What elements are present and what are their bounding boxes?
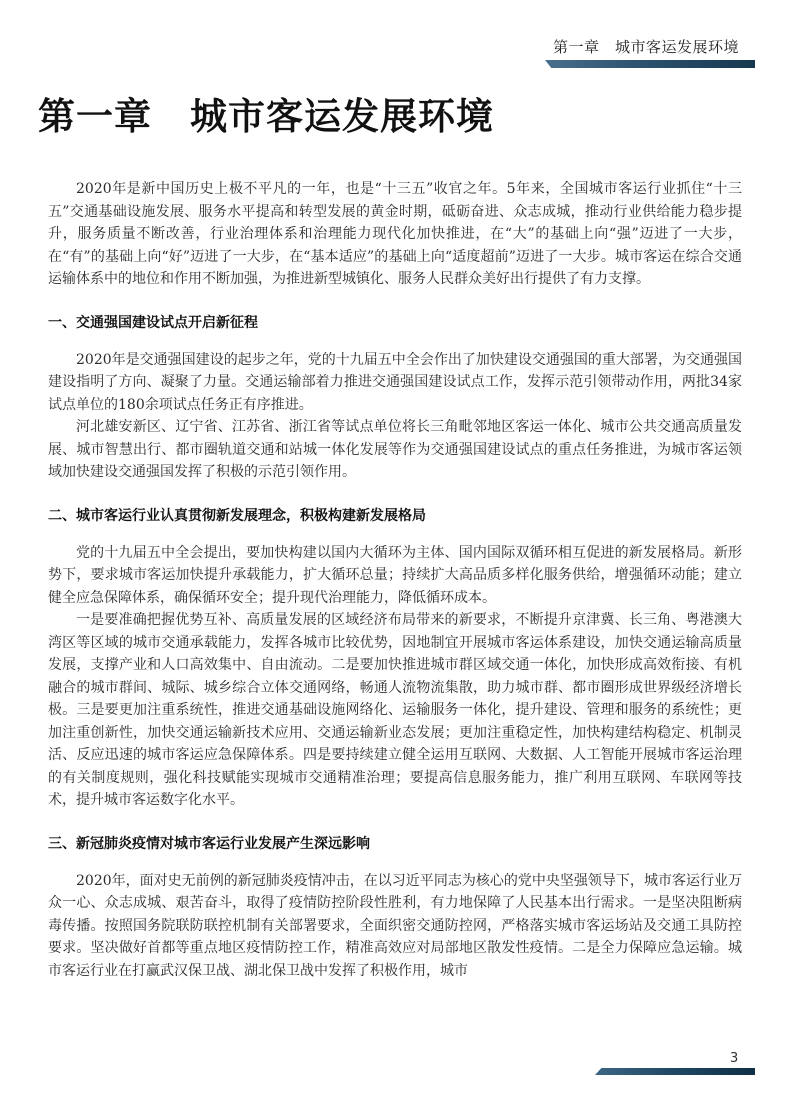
section-heading-3: 三、新冠肺炎疫情对城市客运行业发展产生深远影响	[48, 835, 370, 852]
section-2-paragraph: 党的十九届五中全会提出，要加快构建以国内大循环为主体、国内国际双循环相互促进的新发展格局。新形势下，要求城市客运加快提升承载能力，扩大循环总量；持续扩大高品质多样化服务供给，增强循环动能；建立健全应急保障体系，确保循环安全；提升现代治理能力，降低循环成本。	[48, 544, 742, 606]
page-number: 3	[730, 1051, 739, 1066]
intro-paragraph: 2020年是新中国历史上极不平凡的一年，也是“十三五”收官之年。5年来，全国城市客运行业抓住“十三五”交通基础设施发展、服务水平提高和转型发展的黄金时期，砥砺奋进、众志成城，推动行业供给能力稳步提升，服务质量不断改善，行业治理体系和治理能力现代化加快推进，在“大”的基础上向“强”迈进了一大步，在“有”的基础上向“好”迈进了一大步，在“基本适应”的基础上向“适度超前”迈进了一大步。城市客运在综合交通运输体系中的地位和作用不断加强，为推进新型城镇化、服务人民群众美好出行提供了有力支撑。	[48, 181, 742, 287]
footer-accent-bar	[595, 1068, 755, 1075]
section-1-paragraph: 2020年是交通强国建设的起步之年，党的十九届五中全会作出了加快建设交通强国的重大部署，为交通强国建设指明了方向、凝聚了力量。交通运输部着力推进交通强国建设试点工作，发挥示范引领带动作用，两批34家试点单位的180余项试点任务正有序推进。	[48, 351, 742, 413]
running-header: 第一章 城市客运发展环境	[553, 38, 740, 56]
header-accent-bar	[545, 60, 755, 68]
section-2-paragraph: 一是要准确把握优势互补、高质量发展的区域经济布局带来的新要求，不断提升京津冀、长三角、粤港澳大湾区等区域的城市交通承载能力，发挥各城市比较优势，因地制宜开展城市客运体系建设，加快交通运输高质量发展，支撑产业和人口高效集中、自由流动。二是要加快推进城市群区域交通一体化，加快形成高效衔接、有机融合的城市群间、城际、城乡综合立体交通网络，畅通人流物流集散，助力城市群、都市圈形成世界级经济增长极。三是要更加注重系统性，推进交通基础设施网络化、运输服务一体化，提升建设、管理和服务的系统性；更加注重创新性，加快交通运输新技术应用、交通运输新业态发展；更加注重稳定性，加快构建结构稳定、机制灵活、反应迅速的城市客运应急保障体系。四是要持续建立健全运用互联网、大数据、人工智能开展城市客运治理的有关制度规则，强化科技赋能实现城市交通精准治理；要提高信息服务能力，推广利用互联网、车联网等技术，提升城市客运数字化水平。	[48, 612, 742, 808]
chapter-title: 第一章 城市客运发展环境	[38, 95, 494, 138]
section-3-paragraph: 2020年，面对史无前例的新冠肺炎疫情冲击，在以习近平同志为核心的党中央坚强领导下，城市客运行业万众一心、众志成城、艰苦奋斗，取得了疫情防控阶段性胜利，有力地保障了人民基本出行需求。一是坚决阻断病毒传播。按照国务院联防联控机制有关部署要求，全面织密交通防控网，严格落实城市客运场站及交通工具防控要求。坚决做好首都等重点地区疫情防控工作，精准高效应对局部地区散发性疫情。二是全力保障应急运输。城市客运行业在打赢武汉保卫战、湖北保卫战中发挥了积极作用，城市	[48, 872, 742, 979]
section-heading-2: 二、城市客运行业认真贯彻新发展理念，积极构建新发展格局	[48, 507, 426, 524]
body-content	[48, 178, 742, 982]
section-1-paragraph: 河北雄安新区、辽宁省、江苏省、浙江省等试点单位将长三角毗邻地区客运一体化、城市公共交通高质量发展、城市智慧出行、都市圈轨道交通和站城一体化发展等作为交通强国建设试点的重点任务推进，为城市客运领域加快建设交通强国发挥了积极的示范引领作用。	[48, 419, 742, 480]
section-heading-1: 一、交通强国建设试点开启新征程	[48, 314, 258, 331]
